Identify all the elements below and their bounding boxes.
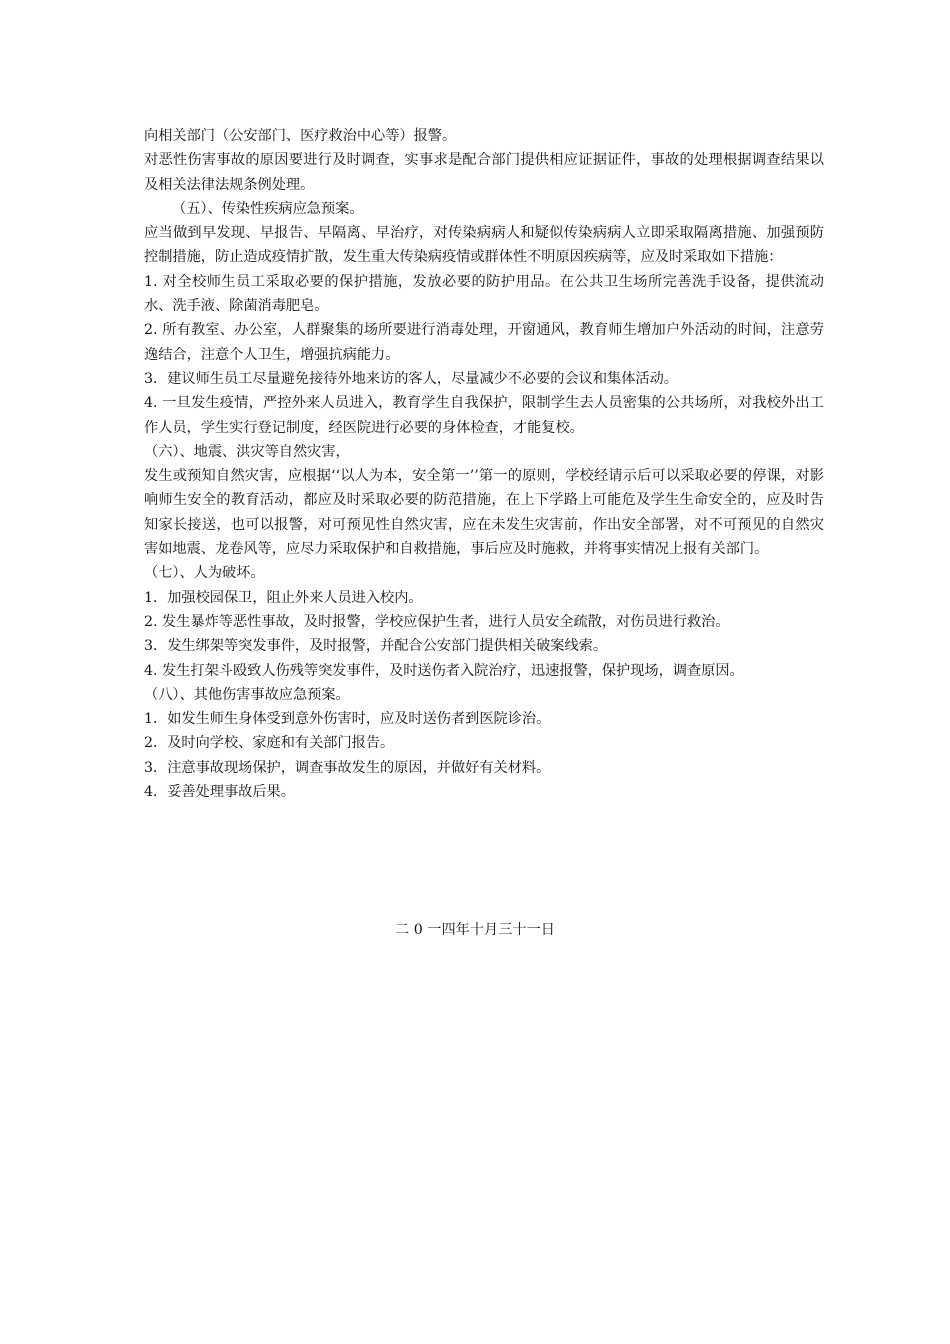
list-item-fighting: 4. 发生打架斗殴致人伤残等突发事件，及时送伤者入院治疗，迅速报警，保护现场，调查原因。: [144, 662, 744, 679]
paragraph-natural-disaster: 发生或预知自然灾害，应根据‘‘以人为本，安全第一’’第一的原则，学校经请示后可以采取必要的停课，对影响师生安全的教育活动，都应及时采取必要的防范措施，在上下学路上可能危及学生生命安全的，应及时告知家长接送，也可以报警，对可预见性自然灾害，应在未发生灾害前，作出安全部署，对不可预见的自然灾害如地震、龙卷风等，应尽力采取保护和自救措施，事后应及时施救，并将事实情况上报有关部门。: [144, 468, 824, 558]
section-heading-infectious-disease: （五）、传染性疾病应急预案。: [172, 200, 364, 217]
section-heading-natural-disaster: （六）、地震、洪灾等自然灾害，: [144, 443, 350, 460]
list-item-protective-measures: 1. 对全校师生员工采取必要的保护措施，发放必要的防护用品。在公共卫生场所完善洗手设备，提供流动水、洗手液、除菌消毒肥皂。: [144, 273, 824, 315]
section-heading-other-injury: （八）、其他伤害事故应急预案。: [144, 686, 350, 703]
list-item-report: 2．及时向学校、家庭和有关部门报告。: [144, 735, 395, 752]
paragraph-report-police: 向相关部门（公安部门、医疗救治中心等）报警。: [144, 128, 457, 144]
list-item-avoid-visitors: 3．建议师生员工尽量避免接待外地来访的客人，尽量减少不必要的会议和集体活动。: [144, 370, 678, 387]
document-date: 二 0 一四年十月三十一日: [395, 922, 555, 938]
paragraph-infectious-disease-intro: 应当做到早发现、早报告、早隔离、早治疗，对传染病病人和疑似传染病病人立即采取隔离措施、加强预防控制措施，防止造成疫情扩散，发生重大传染病疫情或群体性不明原因疾病等，应及时采取如下措施：: [144, 225, 824, 266]
document-body: [144, 124, 824, 804]
list-item-outbreak-control: 4. 一旦发生疫情，严控外来人员进入，教育学生自我保护，限制学生去人员密集的公共场所，对我校外出工作人员，学生实行登记制度，经医院进行必要的身体检查，才能复校。: [144, 395, 824, 436]
section-heading-human-damage: （七）、人为破坏。: [144, 565, 265, 582]
list-item-explosion: 2. 发生暴炸等恶性事故，及时报警，学校应保护生者，进行人员安全疏散，对伤员进行救治。: [144, 613, 730, 630]
list-item-kidnapping: 3．发生绑架等突发事件，及时报警，并配合公安部门提供相关破案线索。: [144, 638, 608, 655]
list-item-campus-security: 1．加强校园保卫，阻止外来人员进入校内。: [144, 589, 423, 606]
paragraph-investigation: 对恶性伤害事故的原因要进行及时调查，实事求是配合部门提供相应证据证件，事故的处理根据调查结果以及相关法律法规条例处理。: [144, 152, 824, 193]
list-item-handle-aftermath: 4．妥善处理事故后果。: [144, 784, 295, 801]
list-item-protect-scene: 3．注意事故现场保护，调查事故发生的原因，并做好有关材料。: [144, 759, 551, 776]
list-item-disinfection: 2. 所有教室、办公室，人群聚集的场所要进行消毒处理，开窗通风，教育师生增加户外活动的时间，注意劳逸结合，注意个人卫生，增强抗病能力。: [144, 322, 824, 363]
list-item-send-to-hospital: 1．如发生师生身体受到意外伤害时，应及时送伤者到医院诊治。: [144, 711, 551, 728]
